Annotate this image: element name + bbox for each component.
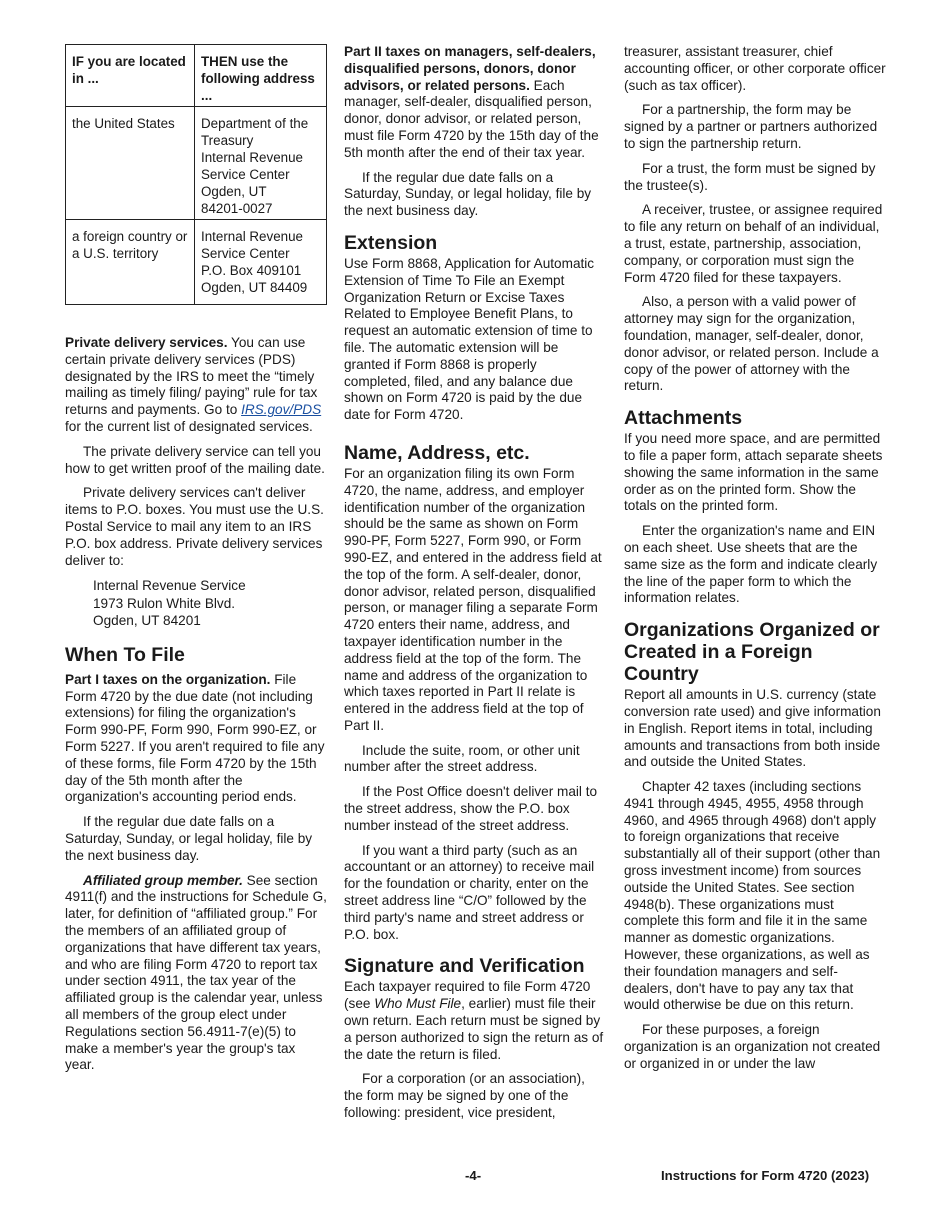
table-header-address: THEN use the following address ... bbox=[195, 45, 327, 107]
table-cell-location: a foreign country or a U.S. territory bbox=[66, 220, 195, 305]
address-line: Internal Revenue Service bbox=[93, 578, 246, 594]
receiver-paragraph: A receiver, trustee, or assignee required to file any return on behalf of an individual, a trust, estate, partnership, association, company, or corporation must sign the Form 4720 filed for these taxpayers. bbox=[624, 202, 883, 285]
name-address-heading: Name, Address, etc. bbox=[344, 441, 530, 464]
irs-pds-link[interactable]: IRS.gov/PDS bbox=[241, 402, 322, 418]
foreign-paragraph-2: Chapter 42 taxes (including sections 4941 through 4945, 4955, 4958 through 4960, and 4965 through 4968) don't apply to foreign organizations that receive substantially all of their support (other than gross investment income) from sources outside the United States. See section 4948(b). These organizations must complete this form and file it in the same manner as domestic organizations. However, these organizations, as well as their foundation managers and self-dealers, don't have to pay any tax that would otherwise be due on this return. bbox=[624, 779, 881, 1013]
name-address-paragraph-1: For an organization filing its own Form 4720, the name, address, and employer identification number of the organization should be the same as shown on Form 990-PF, Form 5227, Form 990, or Form 990-EZ, and entered in the address field at the top of the form. A self-dealer, donor, donor advisor, related person, disqualified person, or manager filing a separate Form 4720 enters their name, address, and taxpayer identification number in the address field at the top of the form. The name and address of the organization to which taxes reported in Part II relate is entered in the address field at the top of Part II. bbox=[344, 465, 602, 733]
address-line: 84201-0027 bbox=[201, 201, 273, 216]
extension-paragraph: Use Form 8868, Application for Automatic Extension of Time To File an Exempt Organization Return or Excise Taxes Related to Employee Benefit Plans, to request an automatic extension of time to file. The automatic extension will be granted if Form 8868 is properly completed, filed, and any balance due shown on Form 4720 is paid by the due date for Form 4720. bbox=[344, 255, 595, 423]
address-line: P.O. Box 409101 bbox=[201, 263, 302, 278]
address-line: Ogden, UT bbox=[201, 184, 267, 199]
address-line: Ogden, UT 84409 bbox=[201, 280, 308, 295]
pds-paragraph bbox=[65, 335, 327, 436]
extension-heading: Extension bbox=[344, 231, 438, 254]
part2-lead: Part II taxes on managers, self-dealers, disqualified persons, donors, donor advisors, or related persons. bbox=[344, 44, 596, 93]
pds-paragraph-3: Private delivery services can't deliver items to P.O. boxes. You must use the U.S. Postal Service to mail any item to an IRS P.O. box address. Private delivery services deliver to: bbox=[65, 485, 324, 568]
pds-paragraph-2: The private delivery service can tell you how to get written proof of the mailing date. bbox=[65, 443, 325, 476]
attachments-paragraph-1: If you need more space, and are permitted to file a paper form, attach separate sheets showing the same information in the same order as on the printed form. Show the totals on the printed form. bbox=[624, 431, 883, 514]
part2-paragraph-2: If the regular due date falls on a Saturday, Sunday, or legal holiday, file by the next business day. bbox=[344, 169, 592, 219]
attachments-paragraph-2: Enter the organization's name and EIN on each sheet. Use sheets that are the same size as the form and indicate clearly the line of the paper form to which the information relates. bbox=[624, 523, 878, 606]
column-1 bbox=[65, 44, 327, 1082]
table-header-location: IF you are located in ... bbox=[66, 45, 195, 107]
address-line: Ogden, UT 84201 bbox=[93, 613, 201, 629]
pds-text-after: for the current list of designated services. bbox=[65, 418, 313, 434]
table-cell-address bbox=[195, 220, 327, 305]
affiliated-group-paragraph: Affiliated group member. See section 4911(f) and the instructions for Schedule G, later, for definition of “affiliated group.” For the members of an affiliated group of organizations that have different tax years, and who are filing Form 4720 to report tax under section 4911, the tax year of the affiliated group is the calendar year, unless all members of the group elect under Regulations section 56.4911-7(e)(5) to make a member's year the group's tax year. bbox=[65, 872, 327, 1073]
foreign-paragraph-1: Report all amounts in U.S. currency (state conversion rate used) and give information in English. Report items in total, including amounts and transactions from both inside and outside the United States. bbox=[624, 687, 881, 770]
address-line: 1973 Rulon White Blvd. bbox=[93, 595, 236, 611]
address-line: Department of the Treasury bbox=[201, 116, 309, 148]
foreign-org-heading: Organizations Organized or Created in a Foreign Country bbox=[624, 619, 880, 686]
address-line: Internal Revenue Service Center bbox=[201, 229, 303, 261]
table-row bbox=[66, 220, 327, 305]
signature-heading: Signature and Verification bbox=[344, 955, 585, 978]
name-address-paragraph-3: If the Post Office doesn't deliver mail to the street address, show the P.O. box number instead of the street address. bbox=[344, 784, 598, 833]
affiliated-lead: Affiliated group member. bbox=[83, 872, 243, 888]
partnership-paragraph: For a partnership, the form may be signed by a partner or partners authorized to sign the partnership return. bbox=[624, 102, 878, 151]
signature-paragraph-2: For a corporation (or an association), the form may be signed by one of the following: president, vice president, bbox=[344, 1071, 585, 1121]
table-cell-address bbox=[195, 107, 327, 220]
column-2 bbox=[344, 44, 606, 1130]
when-to-file-paragraph-1: Part I taxes on the organization. File Form 4720 by the due date (not including extensions) for filing the organization's Form 990-PF, Form 990, Form 990-EZ, or Form 5227. If you aren't required to file any of these forms, file Form 4720 by the 15th day of the 5th month after the organization's accounting period ends. bbox=[65, 671, 325, 805]
column-3 bbox=[624, 44, 886, 1081]
footer-doc-title: Instructions for Form 4720 (2023) bbox=[661, 1168, 870, 1183]
pds-address bbox=[93, 577, 327, 630]
part1-lead: Part I taxes on the organization. bbox=[65, 671, 271, 687]
part2-paragraph: Part II taxes on managers, self-dealers, disqualified persons, donors, donor advisors, or related persons. Each manager, self-dealer, disqualified person, donor, donor advisor, or related person, must file Form 4720 by the 15th day of the 5th month after the end of their tax year. bbox=[344, 44, 599, 160]
officer-paragraph: treasurer, assistant treasurer, chief accounting officer, or other corporate officer (such as tax officer). bbox=[624, 44, 886, 93]
name-address-paragraph-2: Include the suite, room, or other unit number after the street address. bbox=[344, 742, 580, 775]
attachments-heading: Attachments bbox=[624, 407, 743, 430]
pds-text: You can use certain private delivery services (PDS) designated by the IRS to meet the “timely mailing as timely filing/ paying” rule for tax returns and payments. Go to bbox=[65, 335, 318, 418]
table-header-row bbox=[66, 45, 327, 107]
signature-paragraph-1: Each taxpayer required to file Form 4720 (see Who Must File, earlier) must file their own return. Each return must be signed by a person authorized to sign the return as of the date the return is filed. bbox=[344, 979, 604, 1062]
address-table bbox=[65, 44, 327, 305]
page-number: -4- bbox=[465, 1168, 482, 1183]
address-line: Internal Revenue Service Center bbox=[201, 150, 303, 182]
when-to-file-heading: When To File bbox=[65, 643, 185, 666]
table-row bbox=[66, 107, 327, 220]
pds-lead: Private delivery services. bbox=[65, 335, 228, 350]
foreign-paragraph-3: For these purposes, a foreign organization is an organization not created or organized in or under the law bbox=[624, 1022, 881, 1071]
table-cell-location: the United States bbox=[66, 107, 195, 220]
name-address-paragraph-4: If you want a third party (such as an accountant or an attorney) to receive mail for the foundation or charity, enter on the street address line “C/O” followed by the third party's name and street address or P.O. box. bbox=[344, 842, 595, 942]
poa-paragraph: Also, a person with a valid power of attorney may sign for the organization, foundation, manager, self-dealer, donor, donor advisor, or related person. Include a copy of the power of attorney with the return. bbox=[624, 294, 879, 394]
trust-paragraph: For a trust, the form must be signed by the trustee(s). bbox=[624, 160, 876, 193]
when-to-file-paragraph-2: If the regular due date falls on a Saturday, Sunday, or legal holiday, file by the next business day. bbox=[65, 814, 313, 863]
who-must-file-ref: Who Must File bbox=[374, 996, 462, 1012]
